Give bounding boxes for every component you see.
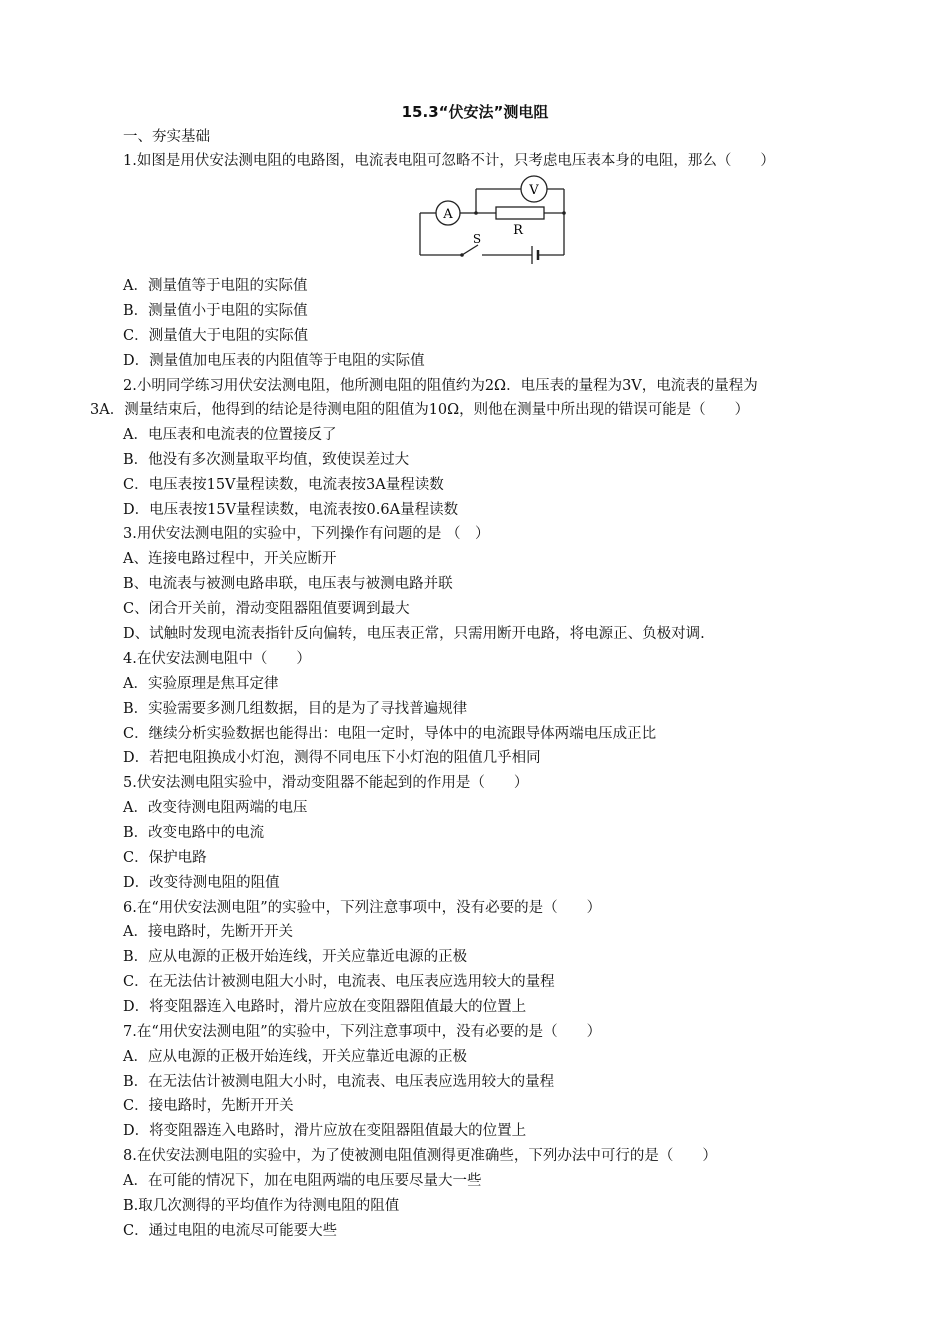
question-3-option-d: D、试触时发现电流表指针反向偏转，电压表正常，只需用断开电路，将电源正、负极对调. (123, 626, 705, 642)
question-6-option-d: D．将变阻器连入电路时，滑片应放在变阻器阻值最大的位置上 (123, 999, 527, 1015)
question-7-option-c: C．接电路时，先断开开关 (123, 1098, 294, 1114)
question-6-option-c: C．在无法估计被测电阻大小时，电流表、电压表应选用较大的量程 (123, 974, 555, 990)
question-4-option-b: B．实验需要多测几组数据，目的是为了寻找普遍规律 (123, 701, 468, 717)
question-4-stem: 4.在伏安法测电阻中（ ） (123, 651, 311, 667)
question-6-stem: 6.在“用伏安法测电阻”的实验中，下列注意事项中，没有必要的是（ ） (123, 900, 602, 916)
question-7-option-a: A．应从电源的正极开始连线，开关应靠近电源的正极 (123, 1049, 467, 1065)
question-6-option-b: B．应从电源的正极开始连线，开关应靠近电源的正极 (123, 949, 468, 965)
question-8-option-b: B.取几次测得的平均值作为待测电阻的阻值 (123, 1198, 400, 1214)
question-3-stem: 3.用伏安法测电阻的实验中，下列操作有问题的是 （ ） (123, 526, 490, 542)
question-2-stem: 2.小明同学练习用伏安法测电阻，他所测电阻的阻值约为2Ω．电压表的量程为3V，电流表的量程为 (123, 378, 758, 394)
question-5-option-c: C．保护电路 (123, 850, 207, 866)
question-2-stem-continued: 3A．测量结束后，他得到的结论是待测电阻的阻值为10Ω，则他在测量中所出现的错误可能是（ ） (90, 402, 750, 418)
question-5-option-a: A．改变待测电阻两端的电压 (123, 800, 308, 816)
question-3-option-c: C、闭合开关前，滑动变阻器阻值要调到最大 (123, 601, 410, 617)
circuit-diagram (414, 173, 574, 268)
question-1-stem: 1.如图是用伏安法测电阻的电路图，电流表电阻可忽略不计，只考虑电压表本身的电阻，那么（ ） (123, 153, 775, 169)
switch-contact (460, 253, 464, 257)
switch-label: S (472, 232, 482, 246)
question-1-option-d: D．测量值加电压表的内阻值等于电阻的实际值 (123, 353, 425, 369)
question-2-option-d: D．电压表按15V量程读数，电流表按0.6A量程读数 (123, 502, 459, 518)
question-1-option-c: C．测量值大于电阻的实际值 (123, 328, 309, 344)
section-heading: 一、夯实基础 (123, 129, 210, 145)
question-8-option-c: C．通过电阻的电流尽可能要大些 (123, 1223, 338, 1239)
question-5-option-d: D．改变待测电阻的阻值 (123, 875, 280, 891)
question-5-option-b: B．改变电路中的电流 (123, 825, 265, 841)
question-4-option-c: C．继续分析实验数据也能得出：电阻一定时，导体中的电流跟导体两端电压成正比 (123, 726, 657, 742)
junction-dot-right (562, 211, 566, 215)
question-3-option-b: B、电流表与被测电路串联，电压表与被测电路并联 (123, 576, 453, 592)
voltmeter-label: V (529, 183, 539, 198)
question-7-option-d: D．将变阻器连入电路时，滑片应放在变阻器阻值最大的位置上 (123, 1123, 527, 1139)
question-3-option-a: A、连接电路过程中，开关应断开 (123, 551, 337, 567)
question-4-option-a: A．实验原理是焦耳定律 (123, 676, 279, 692)
question-1-option-b: B．测量值小于电阻的实际值 (123, 303, 308, 319)
question-2-option-c: C．电压表按15V量程读数，电流表按3A量程读数 (123, 477, 444, 493)
question-4-option-d: D．若把电阻换成小灯泡，测得不同电压下小灯泡的阻值几乎相同 (123, 750, 541, 766)
question-6-option-a: A．接电路时，先断开开关 (123, 924, 293, 940)
question-5-stem: 5.伏安法测电阻实验中，滑动变阻器不能起到的作用是（ ） (123, 775, 529, 791)
question-7-option-b: B．在无法估计被测电阻大小时，电流表、电压表应选用较大的量程 (123, 1074, 555, 1090)
question-2-option-a: A．电压表和电流表的位置接反了 (123, 427, 337, 443)
resistor-symbol (496, 207, 544, 219)
question-2-option-b: B．他没有多次测量取平均值，致使误差过大 (123, 452, 410, 468)
question-8-option-a: A．在可能的情况下，加在电阻两端的电压要尽量大一些 (123, 1173, 482, 1189)
ammeter-label: A (443, 207, 453, 222)
question-8-stem: 8.在伏安法测电阻的实验中，为了使被测电阻值测得更准确些，下列办法中可行的是（ ） (123, 1148, 717, 1164)
question-7-stem: 7.在“用伏安法测电阻”的实验中，下列注意事项中，没有必要的是（ ） (123, 1024, 602, 1040)
question-1-option-a: A．测量值等于电阻的实际值 (123, 278, 308, 294)
junction-dot-left (474, 211, 478, 215)
page-title: 15.3“伏安法”测电阻 (401, 103, 549, 121)
resistor-label: R (513, 223, 523, 238)
